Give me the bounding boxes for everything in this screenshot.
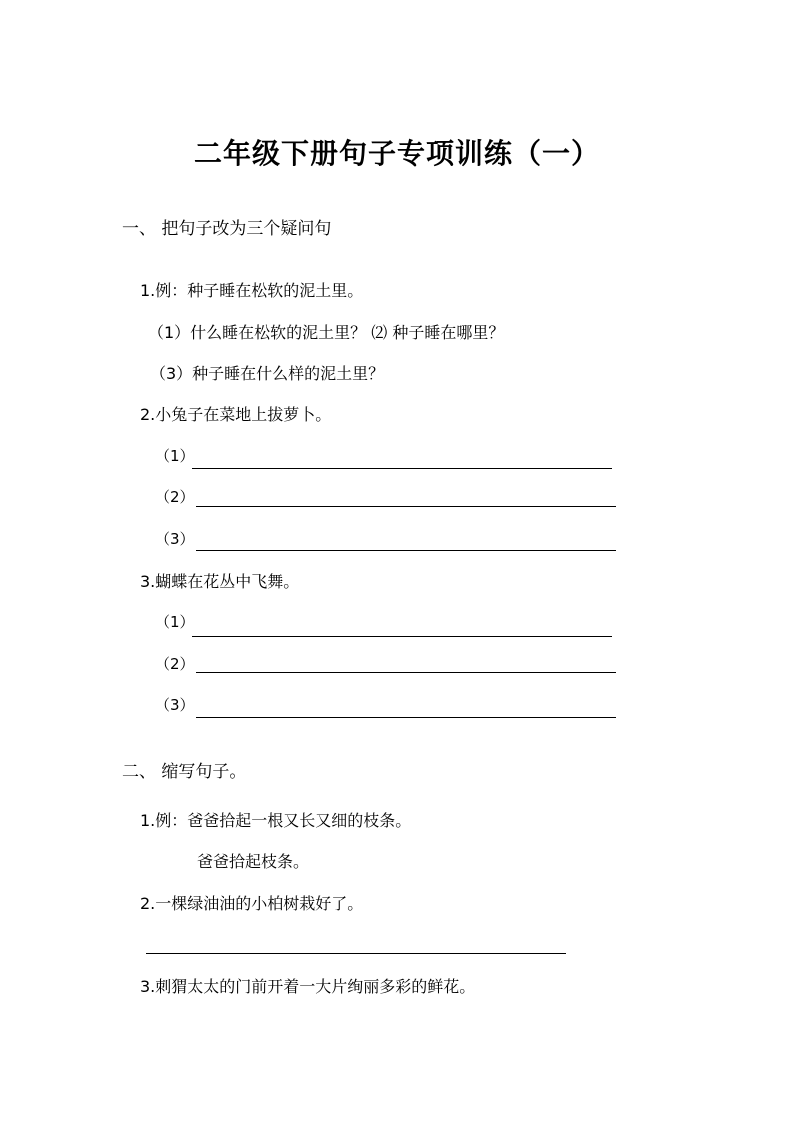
s1-q3-answer-line-1[interactable] (192, 636, 612, 637)
s1-q2-sentence: 2.小兔子在菜地上拔萝卜。 (140, 405, 332, 424)
s2-q2-answer-line[interactable] (146, 953, 566, 954)
s1-q1-answer-b: （3）种子睡在什么样的泥土里？ (150, 364, 385, 383)
s1-q2-blank-label-1: （1） (155, 447, 195, 465)
s1-q3-blank-label-1: （1） (155, 613, 195, 631)
page-title: 二年级下册句子专项训练（一） (193, 137, 600, 170)
s1-q1-example: 1.例：种子睡在松软的泥土里。 (140, 281, 364, 300)
section-1-heading: 一、 把句子改为三个疑问句 (122, 219, 332, 239)
s1-q2-answer-line-1[interactable] (192, 468, 612, 469)
s1-q2-blank-label-2: （2） (155, 488, 195, 506)
s2-q1-example: 1.例：爸爸拾起一根又长又细的枝条。 (140, 811, 412, 830)
s1-q3-answer-line-2[interactable] (196, 672, 616, 673)
s1-q3-blank-label-2: （2） (155, 655, 195, 673)
s2-q1-answer: 爸爸拾起枝条。 (197, 852, 310, 871)
s1-q3-answer-line-3[interactable] (196, 717, 616, 718)
section-2-heading: 二、 缩写句子。 (122, 762, 247, 782)
s1-q2-answer-line-3[interactable] (196, 550, 616, 551)
s1-q3-blank-label-3: （3） (155, 696, 195, 714)
s1-q1-answer-a: （1）什么睡在松软的泥土里？ ⑵ 种子睡在哪里？ (148, 323, 505, 342)
s2-q3-sentence: 3.刺猬太太的门前开着一大片绚丽多彩的鲜花。 (140, 977, 476, 996)
s1-q2-answer-line-2[interactable] (196, 506, 616, 507)
s2-q2-sentence: 2.一棵绿油油的小柏树栽好了。 (140, 894, 364, 913)
s1-q2-blank-label-3: （3） (155, 530, 195, 548)
s1-q3-sentence: 3.蝴蝶在花丛中飞舞。 (140, 572, 300, 591)
